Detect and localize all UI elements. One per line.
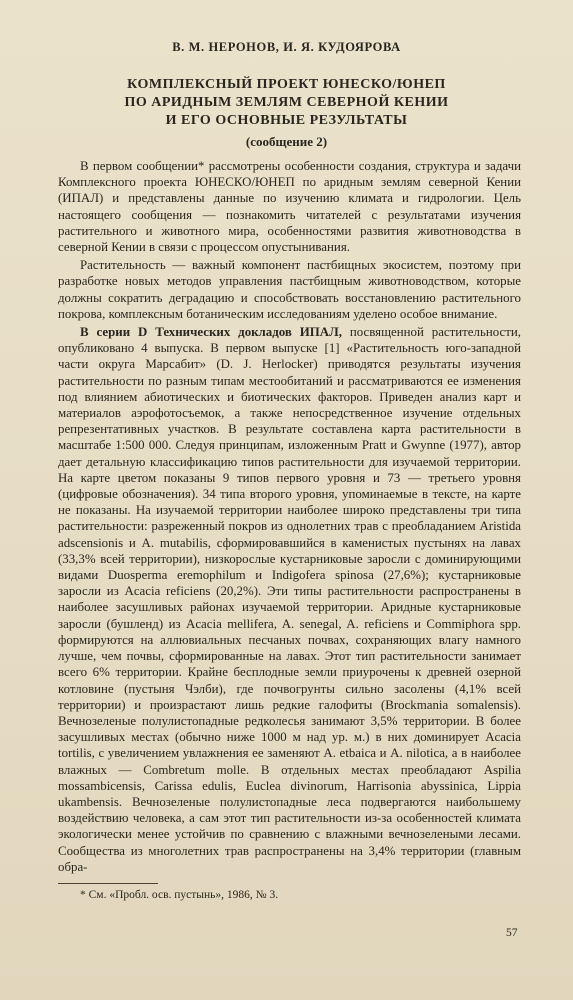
- paragraph-3-text: посвященной растительности, опубликовано 4 выпуска. В первом выпуске [1] «Растительность юго-западной части округа Марсабит» (D. J. Herlocker) приводятся результаты изучения растительности по разным типам местообитаний и рассматриваются ее изменения под влиянием абиотических и биотических факторов. Приведен анализ карт и материалов аэрофотосъемок, а также непосредственное изучение отдельных репрезентативных участков. В результате составлена карта растительности в масштабе 1:500 000. Следуя принципам, изложенным Pratt и Gwynne (1977), автор дает детальную классификацию типов растительности для изучаемой территории. На карте цветом показаны 9 типов первого уровня и 73 — третьего уровня (цифровые обозначения). 34 типа второго уровня, упоминаемые в тексте, на карте не показаны. На изучаемой территории наиболее широко представлены три типа растительности: разреженный покров из однолетних трав с преобладанием Aristida adscensionis и A. mutabilis, сформировавшийся в каменистых пустынях на лавах (33,3% всей территории), низкорослые кустарниковые заросли с доминирующими видами Duosperma eremophilum и Indigofera spinosa (27,6%); кустарниковые заросли из Acacia reficiens (20,2%). Эти типы растительности распространены в наиболее засушливых районах изучаемой территории. Аридные кустарниковые заросли (бушленд) из Acacia mellifera, A. senegal, A. reficiens и Commiphora spp. формируются на аллювиальных песчаных почвах, сохраняющих влагу намного лучше, чем почвы, сформированные на лавах. Этот тип растительности занимает всего 6% территории. Крайне бесплодные земли приурочены к древней озерной котловине (пустыня Чэлби), где почвогрунты сильно засолены (4,1% всей территории) и произрастают лишь редкие галофиты (Brockmania somalensis). Вечнозеленые полулистопадные редколесья занимают 3,5% территории. В более засушливых местах (обычно ниже 1000 м над ур. м.) в них доминирует Acacia tortilis, с увеличением увлажнения ее заменяют A. etbaica и A. nilotica, а в наиболее влажных — Combretum molle. В отдельных местах преобладают Aspilia mossambicensis, Carissa edulis, Euclea divinorum, Harrisonia abyssinica, Lippia ukambensis. Вечнозеленые полулистопадные леса подвергаются наибольшему воздействию человека, а сам этот тип растительности из-за особенностей климата экологически менее устойчив по сравнению с влажными вечнозелеными лесами. Сообщества из многолетних трав распространены на 3,4% территории (главным обра-: [58, 325, 521, 874]
- page-number: 57: [506, 927, 518, 939]
- footnote-divider: [58, 883, 158, 884]
- footnote: * См. «Пробл. осв. пустынь», 1986, № 3.: [80, 889, 279, 901]
- authors: В. М. НЕРОНОВ, И. Я. КУДОЯРОВА: [172, 40, 401, 54]
- paragraph-3-lead: В серии D Технических докладов ИПАЛ,: [80, 325, 342, 340]
- paragraph-2: Растительность — важный компонент пастбищных экосистем, поэтому при разработке новых методов управления пастбищным животноводством, которые должны сократить деградацию и способствовать восстановлению растительного покрова, комплексным ботаническим исследованиям уделено особое внимание.: [58, 258, 521, 321]
- article-body: [58, 158, 521, 875]
- article-title: [0, 76, 573, 151]
- title-line-2: ПО АРИДНЫМ ЗЕМЛЯМ СЕВЕРНОЙ КЕНИИ: [124, 95, 449, 110]
- paragraph-3: [58, 324, 521, 875]
- article-subtitle: (сообщение 2): [245, 134, 328, 149]
- title-line-3: И ЕГО ОСНОВНЫЕ РЕЗУЛЬТАТЫ: [165, 113, 408, 128]
- title-line-1: КОМПЛЕКСНЫЙ ПРОЕКТ ЮНЕСКО/ЮНЕП: [127, 77, 446, 92]
- paragraph-1: В первом сообщении* рассмотрены особенности создания, структура и задачи Комплексного проекта ЮНЕСКО/ЮНЕП по аридным землям северной Кении (ИПАЛ) и представлены данные по изучению климата и гидрологии. Цель настоящего сообщения — познакомить читателей с результатами изучения растительного и животного мира, особенностями развития животноводства в северной Кении в связи с процессом опустынивания.: [58, 159, 521, 255]
